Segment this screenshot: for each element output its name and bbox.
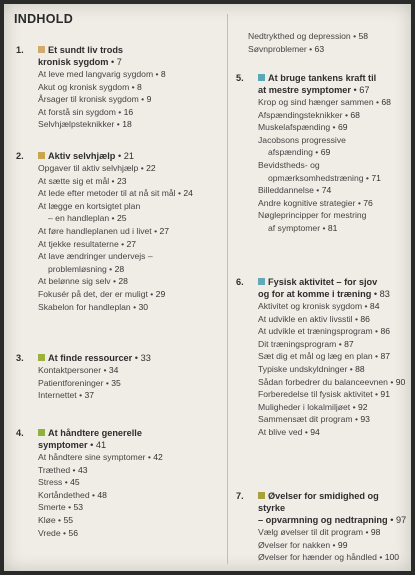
chapter-section — [236, 72, 408, 235]
toc-entry-text: At lægge en kortsigtet plan — [38, 200, 141, 211]
toc-bullet: • — [70, 464, 78, 475]
toc-entry-page: 16 — [123, 106, 134, 117]
toc-entry — [38, 175, 221, 188]
toc-entry-text: Smerte — [38, 502, 66, 513]
continued-entries — [236, 30, 411, 55]
toc-bullet: • — [145, 452, 154, 462]
toc-bullet: • — [60, 527, 69, 538]
toc-entry-text: At lede efter metoder til at nå sit mål — [38, 188, 176, 199]
toc-entry-page: 69 — [337, 122, 348, 133]
chapter-title-line — [38, 352, 221, 364]
chapter-page: 83 — [379, 289, 390, 299]
chapter-title-text: At finde ressourcer — [48, 353, 133, 363]
toc-bullet: • — [76, 390, 85, 401]
toc-entry-text: Jacobsons progressive — [258, 134, 346, 145]
chapter-color-square-icon — [38, 152, 45, 159]
toc-entry-page: 30 — [138, 301, 149, 312]
toc-entry-text: – en handleplan — [48, 213, 110, 224]
chapter-heading — [236, 72, 408, 96]
toc-entry-text: Billeddannelse — [258, 185, 314, 196]
toc-entry-text: Patientforeninger — [38, 377, 104, 388]
toc-entry-text: Vrede — [38, 527, 61, 538]
toc-bullet: • — [330, 122, 338, 133]
toc-bullet: • — [115, 106, 124, 117]
toc-entry-text: Nøgleprincipper for mestring — [258, 210, 367, 221]
toc-bullet: • — [363, 172, 372, 183]
toc-bullet: • — [347, 363, 356, 374]
toc-entry-page: 8 — [160, 69, 166, 79]
chapter-entries — [16, 451, 221, 539]
chapter-number: 6. — [236, 277, 244, 287]
toc-entry-text: At udvikle en aktiv livsstil — [258, 313, 353, 324]
chapter-entries — [236, 96, 408, 235]
toc-entry-page: 9 — [146, 94, 152, 105]
toc-entry — [38, 238, 221, 251]
toc-entry-text: Sammensæt dit program — [258, 414, 353, 425]
toc-entry-page: 91 — [380, 389, 390, 400]
toc-entry-page: 88 — [355, 363, 365, 374]
toc-entry — [38, 263, 221, 276]
chapter-page: 21 — [123, 151, 134, 161]
chapter-title-line — [258, 72, 408, 84]
chapter-title-line — [38, 150, 221, 162]
toc-entry — [258, 96, 408, 109]
toc-entry-text: Andre kognitive strategier — [258, 197, 356, 208]
toc-entry-text: At tjekke resultaterne — [38, 238, 119, 249]
chapter-heading — [16, 427, 221, 451]
chapter-heading — [16, 44, 221, 68]
chapter-title-text: symptomer — [38, 440, 88, 450]
toc-entry — [38, 81, 221, 94]
toc-entry-page: 86 — [360, 313, 370, 324]
toc-entry-page: 63 — [314, 43, 325, 54]
toc-entry — [258, 134, 408, 147]
toc-entry-page: 92 — [357, 401, 368, 412]
toc-bullet: • — [129, 81, 138, 92]
toc-bullet: • — [376, 552, 385, 563]
chapter-number: 1. — [16, 45, 24, 55]
toc-entry — [258, 413, 408, 426]
toc-entry-page: 24 — [183, 188, 193, 199]
toc-entry — [38, 288, 221, 301]
chapter-title-line — [258, 84, 408, 96]
toc-entry — [38, 187, 221, 200]
chapter-section — [16, 150, 221, 313]
chapter-page: 7 — [116, 57, 122, 67]
toc-bullet: • — [372, 351, 381, 362]
chapter-page: 67 — [359, 85, 370, 95]
chapter-section — [16, 352, 221, 402]
chapter-title-line — [258, 276, 408, 288]
toc-entry-page: 25 — [116, 213, 127, 224]
toc-entry-text: Sæt dig et mål og læg en plan — [258, 351, 373, 362]
toc-entry — [248, 30, 411, 43]
toc-bullet: • — [55, 514, 64, 525]
toc-entry-page: 8 — [137, 81, 142, 92]
chapter-title-text: Et sundt liv trods — [48, 45, 124, 55]
chapter-heading — [16, 352, 221, 364]
toc-entry-page: 23 — [116, 175, 127, 186]
chapter-number: 5. — [236, 73, 244, 83]
toc-entry-page: 56 — [68, 527, 78, 538]
toc-entry-text: At føre handleplanen ud i livet — [38, 225, 152, 236]
toc-entry-text: Øvelser for nakken — [258, 539, 331, 550]
toc-entry-text: Træthed — [38, 464, 71, 475]
toc-entry-page: 84 — [369, 301, 380, 311]
toc-entry-text: Muligheder i lokalmiljøet — [258, 401, 351, 412]
chapter-heading — [236, 276, 408, 300]
toc-entry-text: Internettet — [38, 390, 77, 401]
toc-entry — [38, 451, 221, 464]
chapter-bullet: • — [87, 440, 96, 450]
toc-entry-page: 55 — [63, 514, 74, 525]
chapter-number: 4. — [16, 428, 24, 438]
toc-entry-text: Forberedelse til fysisk aktivitet — [258, 389, 373, 400]
chapter-title-line — [258, 288, 408, 300]
toc-bullet: • — [372, 389, 381, 400]
toc-entry-text: Vælg øvelser til dit program — [258, 527, 364, 537]
toc-entry-page: 37 — [84, 390, 95, 401]
toc-entry-text: At udvikle et træningsprogram — [258, 326, 373, 337]
chapter-color-square-icon — [258, 278, 265, 285]
toc-entry-text: At leve med langvarig sygdom — [38, 69, 154, 79]
chapter-page: 33 — [140, 353, 151, 363]
chapter-title-line — [38, 44, 221, 56]
chapter-title-text: Øvelser for smidighed og styrke — [258, 491, 379, 513]
chapter-bullet: • — [387, 515, 396, 525]
chapter-color-square-icon — [38, 429, 45, 436]
chapter-bullet: • — [350, 85, 360, 95]
chapter-page: 41 — [95, 440, 107, 450]
toc-entry-text: afspænding — [268, 147, 313, 158]
chapter-section — [16, 427, 221, 539]
toc-bullet: • — [65, 502, 74, 513]
toc-entry-page: 22 — [146, 163, 156, 173]
toc-bullet: • — [336, 338, 345, 349]
toc-entry — [258, 146, 408, 159]
toc-bullet: • — [313, 185, 322, 196]
chapter-number: 3. — [16, 353, 24, 363]
toc-bullet: • — [118, 238, 127, 249]
chapter-title-text: – opvarmning og nedtrapning — [258, 515, 388, 525]
toc-entry — [38, 364, 221, 377]
toc-entry — [258, 313, 408, 326]
chapter-title-line — [38, 439, 221, 451]
toc-entry — [258, 551, 408, 564]
chapter-color-square-icon — [38, 46, 45, 53]
toc-bullet: • — [352, 414, 361, 425]
toc-entry-page: 69 — [320, 147, 331, 158]
chapter-color-square-icon — [38, 354, 45, 361]
chapter-bullet: • — [115, 151, 124, 161]
chapter-bullet: • — [132, 353, 141, 363]
toc-bullet: • — [103, 377, 112, 388]
chapter-entries — [236, 526, 408, 564]
toc-bullet: • — [362, 301, 370, 311]
toc-entry-text: Afspændingsteknikker — [258, 109, 343, 120]
toc-entry-text: At belønne sig selv — [38, 276, 111, 287]
toc-entry — [258, 539, 408, 552]
toc-entry-page: 28 — [114, 263, 125, 274]
toc-entry — [258, 222, 408, 235]
toc-entry-text: At håndtere sine symptomer — [38, 452, 146, 462]
toc-entry — [38, 489, 221, 502]
chapter-number: 2. — [16, 151, 24, 161]
chapter-title-line — [258, 490, 408, 514]
toc-bullet: • — [101, 365, 109, 375]
toc-bullet: • — [320, 222, 328, 233]
toc-entry-page: 34 — [108, 365, 119, 375]
chapter-heading — [16, 150, 221, 162]
toc-entry-page: 100 — [384, 552, 400, 563]
toc-bullet: • — [138, 94, 147, 105]
toc-entry — [38, 118, 221, 131]
toc-bullet: • — [130, 301, 139, 312]
toc-entry-text: Sådan forbedrer du balanceevnen — [258, 376, 388, 387]
chapter-color-square-icon — [258, 492, 265, 499]
toc-entry-page: 45 — [70, 477, 80, 488]
chapter-title-text: Fysisk aktivitet – for sjov — [268, 277, 378, 287]
toc-bullet: • — [306, 43, 315, 54]
page-title: INDHOLD — [14, 12, 74, 26]
toc-entry — [38, 200, 221, 213]
toc-entry-text: Bevidstheds- og — [258, 159, 320, 170]
toc-entry-text: At sætte sig et mål — [38, 175, 110, 186]
toc-entry-text: Opgaver til aktiv selvhjælp — [38, 163, 139, 173]
toc-bullet: • — [109, 175, 117, 186]
toc-entry-page: 58 — [358, 31, 369, 41]
toc-bullet: • — [342, 109, 351, 120]
toc-entry-text: Dit træningsprogram — [258, 338, 337, 349]
toc-bullet: • — [387, 376, 396, 387]
chapter-section — [236, 490, 408, 564]
toc-entry — [38, 250, 221, 263]
toc-entry — [258, 209, 408, 222]
toc-entry-text: Stress — [38, 477, 63, 488]
toc-entry-page: 87 — [344, 338, 354, 349]
toc-entry — [38, 476, 221, 489]
toc-entry — [248, 43, 411, 56]
toc-entry — [38, 106, 221, 119]
toc-bullet: • — [350, 401, 358, 412]
chapter-color-square-icon — [258, 74, 265, 81]
toc-entry-page: 48 — [97, 489, 107, 500]
toc-entry — [258, 172, 408, 185]
toc-entry — [258, 159, 408, 172]
chapter-heading — [236, 490, 408, 526]
toc-entry — [258, 300, 408, 313]
chapter-bullet: • — [108, 57, 117, 67]
toc-entry-text: At forstå sin sygdom — [38, 106, 116, 117]
toc-entry-text: Muskelafspænding — [258, 122, 331, 133]
toc-entry — [258, 338, 408, 351]
toc-bullet: • — [89, 489, 98, 500]
toc-bullet: • — [355, 197, 364, 208]
toc-entry — [258, 121, 408, 134]
toc-entry — [258, 376, 408, 389]
chapter-entries — [16, 162, 221, 313]
toc-entry-text: Krop og sind hænger sammen — [258, 97, 374, 107]
toc-entry-page: 87 — [380, 351, 391, 362]
toc-entry — [38, 527, 221, 540]
toc-entry — [38, 275, 221, 288]
toc-bullet: • — [352, 313, 361, 324]
toc-entry — [258, 184, 408, 197]
toc-entry-page: 86 — [380, 326, 390, 337]
toc-entry-text: Kløe — [38, 514, 56, 525]
toc-entry-page: 53 — [73, 502, 84, 513]
toc-entry-text: At lave ændringer undervejs – — [38, 251, 153, 262]
toc-entry-text: Selvhjælpsteknikker — [38, 119, 115, 130]
chapter-section — [236, 276, 408, 439]
toc-entry-text: Kontaktpersoner — [38, 365, 102, 375]
toc-entry — [38, 501, 221, 514]
toc-entry-text: af symptomer — [268, 222, 321, 233]
chapter-number: 7. — [236, 491, 244, 501]
chapter-entries — [236, 300, 408, 439]
toc-bullet: • — [350, 31, 359, 41]
toc-entry-page: 81 — [327, 222, 338, 233]
toc-bullet: • — [312, 147, 321, 158]
toc-entry-page: 71 — [371, 172, 381, 183]
toc-entry — [38, 301, 221, 314]
toc-entry — [258, 363, 408, 376]
toc-bullet: • — [363, 527, 371, 537]
toc-entry — [258, 388, 408, 401]
toc-entry — [38, 162, 221, 175]
toc-bullet: • — [114, 119, 123, 130]
toc-entry-text: opmærksomhedstræning — [268, 172, 364, 183]
toc-entry-page: 74 — [321, 185, 332, 196]
toc-entry — [258, 109, 408, 122]
toc-bullet: • — [110, 276, 119, 287]
toc-entry — [258, 526, 408, 539]
toc-entry-text: Fokusér på det, der er muligt — [38, 288, 148, 299]
toc-bullet: • — [106, 263, 115, 274]
toc-entry-page: 27 — [159, 225, 170, 236]
chapter-title-line — [38, 427, 221, 439]
toc-bullet: • — [62, 477, 71, 488]
chapter-page: 97 — [395, 515, 407, 525]
toc-entry — [38, 212, 221, 225]
toc-bullet: • — [175, 188, 184, 199]
toc-bullet: • — [372, 326, 381, 337]
toc-entry — [38, 225, 221, 238]
toc-entry — [258, 325, 408, 338]
toc-entry-page: 98 — [370, 527, 381, 537]
toc-bullet: • — [147, 288, 156, 299]
toc-entry-page: 35 — [111, 377, 121, 388]
toc-entry-page: 27 — [126, 238, 137, 249]
toc-entry — [38, 514, 221, 527]
chapter-section — [16, 44, 221, 131]
chapter-title-text: kronisk sygdom — [38, 57, 109, 67]
toc-bullet: • — [373, 97, 382, 107]
toc-entry-text: Akut og kronisk sygdom — [38, 81, 130, 92]
toc-entry-page: 94 — [310, 426, 320, 437]
toc-entry-page: 99 — [337, 539, 348, 550]
toc-entry — [38, 68, 221, 81]
toc-entry-page: 90 — [395, 376, 406, 387]
chapter-entries — [16, 68, 221, 131]
toc-entry-page: 18 — [122, 119, 132, 130]
toc-entry-page: 93 — [360, 414, 370, 425]
chapter-bullet: • — [371, 289, 380, 299]
toc-entry-text: Aktivitet og kronisk sygdom — [258, 301, 363, 311]
toc-entry — [38, 389, 221, 402]
toc-entry-text: Kortåndethed — [38, 489, 90, 500]
chapter-title-line — [38, 56, 221, 68]
toc-bullet: • — [153, 69, 161, 79]
toc-entry — [258, 401, 408, 414]
chapter-title-text: At bruge tankens kraft til — [268, 73, 377, 83]
toc-bullet: • — [151, 225, 160, 236]
chapter-title-text: At håndtere generelle — [48, 428, 142, 438]
toc-entry — [258, 197, 408, 210]
toc-entry-page: 29 — [155, 288, 166, 299]
toc-entry-text: Årsager til kronisk sygdom — [38, 94, 139, 105]
toc-entry — [258, 426, 408, 439]
toc-entry-page: 76 — [363, 197, 373, 208]
toc-entry-text: problemløsning — [48, 263, 107, 274]
toc-entry — [38, 93, 221, 106]
toc-entry-text: Nedtrykthed og depression — [248, 31, 351, 41]
column-divider — [227, 14, 228, 564]
toc-entry-page: 42 — [153, 452, 163, 462]
chapter-title-line — [258, 514, 408, 526]
toc-bullet: • — [138, 163, 147, 173]
toc-bullet: • — [109, 213, 117, 224]
chapter-title-text: og for at komme i træning — [258, 289, 372, 299]
toc-entry-page: 43 — [77, 464, 88, 475]
toc-entry-text: Søvnproblemer — [248, 43, 307, 54]
toc-entry-page: 28 — [118, 276, 128, 287]
book-page — [4, 4, 411, 571]
toc-entry-text: At blive ved — [258, 426, 303, 437]
chapter-title-text: Aktiv selvhjælp — [48, 151, 116, 161]
toc-entry — [38, 377, 221, 390]
toc-entry — [258, 350, 408, 363]
toc-bullet: • — [302, 426, 311, 437]
chapter-title-text: at mestre symptomer — [258, 85, 351, 95]
toc-entry-text: Øvelser for hænder og håndled — [258, 552, 377, 563]
toc-bullet: • — [330, 539, 338, 550]
toc-entry-page: 68 — [381, 97, 391, 107]
toc-entry-text: Skabelon for handleplan — [38, 301, 131, 312]
toc-entry-text: Typiske undskyldninger — [258, 363, 348, 374]
toc-entry-page: 68 — [350, 109, 360, 120]
toc-entry — [38, 464, 221, 477]
chapter-entries — [16, 364, 221, 402]
